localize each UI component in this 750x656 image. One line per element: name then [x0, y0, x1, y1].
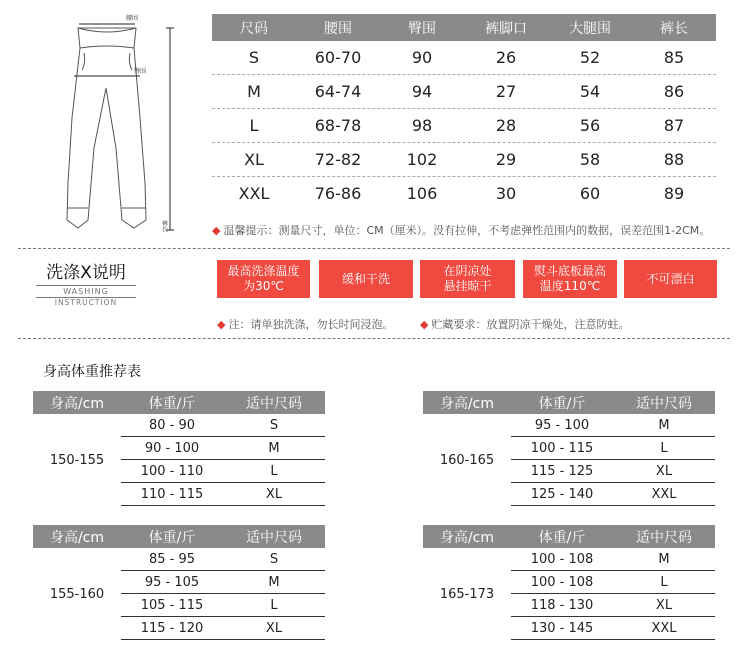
- size-cell: XL: [244, 150, 264, 169]
- hw-size-cell: L: [270, 597, 278, 613]
- hw-body: [33, 414, 325, 506]
- hw-weight-cell: 105 - 115: [140, 597, 204, 613]
- hw-row: [511, 571, 715, 594]
- size-cell: 102: [406, 150, 438, 169]
- wash-note-2: ◆ 贮藏要求：放置阴凉干燥处，注意防蛀。: [420, 318, 630, 331]
- size-cell: 54: [579, 82, 601, 101]
- hw-row: [121, 594, 325, 617]
- size-cell: 56: [579, 116, 601, 135]
- hw-height-cell: 150-155: [49, 452, 105, 468]
- hw-size-cell: M: [268, 574, 280, 590]
- size-note: ◆ 温馨提示：测量尺寸，单位：CM（厘米）。没有拉伸，不考虑弹性范围内的数据，误差范围1-2CM。: [212, 224, 711, 237]
- hw-row: [511, 437, 715, 460]
- size-cell: 28: [495, 116, 517, 135]
- hw-weight-cell: 90 - 100: [144, 440, 200, 456]
- hw-row: [511, 483, 715, 506]
- divider: [18, 338, 730, 339]
- hw-size-cell: L: [660, 440, 668, 456]
- size-cell: 86: [663, 82, 685, 101]
- hw-size-cell: XL: [265, 620, 283, 636]
- hw-size-cell: L: [660, 574, 668, 590]
- hw-weight-cell: 95 - 105: [144, 574, 200, 590]
- hw-weight-cell: 95 - 100: [534, 417, 590, 433]
- hw-weight-cell: 85 - 95: [148, 551, 196, 567]
- header-cell: 腰围: [324, 20, 352, 37]
- hw-header-cell: 体重/斤: [538, 529, 586, 546]
- size-cell: 68-78: [314, 116, 362, 135]
- hw-size-cell: M: [658, 417, 670, 433]
- hw-header-cell: 体重/斤: [538, 395, 586, 412]
- washing-title: [36, 258, 136, 307]
- hip-label: 臀围: [134, 68, 147, 75]
- size-cell: 88: [663, 150, 685, 169]
- size-cell: 29: [495, 150, 517, 169]
- hw-header-cell: 身高/cm: [439, 529, 495, 546]
- hw-weight-cell: 100 - 110: [140, 463, 204, 479]
- hw-weight-cell: 100 - 108: [530, 574, 594, 590]
- hw-weight-cell: 125 - 140: [530, 486, 594, 502]
- size-chart-header: [212, 14, 716, 41]
- hw-row: [121, 437, 325, 460]
- size-cell: S: [248, 48, 260, 67]
- size-cell: M: [247, 82, 261, 101]
- size-cell: 98: [411, 116, 433, 135]
- size-cell: 89: [663, 184, 685, 203]
- size-cell: 72-82: [314, 150, 362, 169]
- hw-size-cell: M: [658, 551, 670, 567]
- size-row: [212, 109, 716, 143]
- hw-row: [121, 483, 325, 506]
- size-row: [212, 75, 716, 109]
- size-row: [212, 143, 716, 177]
- hw-row: [121, 548, 325, 571]
- hw-height-cell: 165-173: [439, 586, 495, 602]
- diamond-icon: ◆: [217, 318, 226, 331]
- length-label: 裤长: [160, 220, 168, 232]
- hw-header: [423, 391, 715, 414]
- size-row: [212, 177, 716, 210]
- hw-size-cell: XL: [655, 597, 673, 613]
- hw-table: [423, 525, 715, 640]
- hw-size-cell: S: [269, 417, 279, 433]
- hw-body: [33, 548, 325, 640]
- size-cell: 64-74: [314, 82, 362, 101]
- size-cell: 106: [406, 184, 438, 203]
- wash-item-iron: 熨斗底板最高 温度110℃: [523, 260, 617, 298]
- hw-size-cell: M: [268, 440, 280, 456]
- hw-table: [33, 391, 325, 506]
- hw-row: [121, 617, 325, 640]
- washing-subtitle: WASHING: [36, 285, 136, 298]
- hw-weight-cell: 115 - 120: [140, 620, 204, 636]
- header-cell: 裤脚口: [485, 20, 527, 37]
- hw-height-cell: 155-160: [49, 586, 105, 602]
- hw-header-cell: 适中尺码: [636, 529, 692, 546]
- size-cell: 58: [579, 150, 601, 169]
- hw-title: 身高体重推荐表: [43, 364, 141, 380]
- waist-label: 腰围: [126, 15, 139, 22]
- hw-header-cell: 适中尺码: [636, 395, 692, 412]
- hw-header-cell: 身高/cm: [49, 529, 105, 546]
- hw-row: [511, 617, 715, 640]
- hw-header-cell: 身高/cm: [439, 395, 495, 412]
- washing-title-text: 洗涤X说明: [46, 263, 126, 283]
- hw-size-cell: XXL: [651, 486, 677, 502]
- washing-subtitle-2: INSTRUCTION: [54, 298, 118, 307]
- wash-item-bleach: 不可漂白: [624, 260, 717, 298]
- size-chart: [212, 14, 716, 210]
- hw-row: [121, 460, 325, 483]
- size-cell: 76-86: [314, 184, 362, 203]
- wash-item-dryclean: 缓和干洗: [319, 260, 413, 298]
- hw-header: [423, 525, 715, 548]
- hw-size-cell: XL: [265, 486, 283, 502]
- hw-row: [121, 414, 325, 437]
- hw-header-cell: 适中尺码: [246, 529, 302, 546]
- hw-weight-cell: 100 - 115: [530, 440, 594, 456]
- wash-item-temp: 最高洗涤温度 为30℃: [217, 260, 310, 298]
- hw-header: [33, 525, 325, 548]
- size-cell: 94: [411, 82, 433, 101]
- size-cell: 60: [579, 184, 601, 203]
- hw-weight-cell: 110 - 115: [140, 486, 204, 502]
- hw-table: [33, 525, 325, 640]
- size-cell: 26: [495, 48, 517, 67]
- diamond-icon: ◆: [420, 318, 429, 331]
- hw-row: [511, 460, 715, 483]
- hw-table: [423, 391, 715, 506]
- hw-weight-cell: 130 - 145: [530, 620, 594, 636]
- hw-body: [423, 414, 715, 506]
- header-cell: 裤长: [660, 20, 688, 37]
- hw-weight-cell: 100 - 108: [530, 551, 594, 567]
- size-cell: 87: [663, 116, 685, 135]
- hw-weight-cell: 80 - 90: [148, 417, 196, 433]
- hw-row: [511, 548, 715, 571]
- hw-header-cell: 体重/斤: [148, 395, 196, 412]
- hw-weight-cell: 118 - 130: [530, 597, 594, 613]
- hw-size-cell: XXL: [651, 620, 677, 636]
- size-cell: XXL: [238, 184, 270, 203]
- header-cell: 尺码: [240, 20, 268, 37]
- size-row: [212, 41, 716, 75]
- header-cell: 臀围: [408, 20, 436, 37]
- hw-size-cell: S: [269, 551, 279, 567]
- hw-height-cell: 160-165: [439, 452, 495, 468]
- size-cell: 90: [411, 48, 433, 67]
- wash-item-dry: 在阴凉处 悬挂晾干: [420, 260, 515, 298]
- hw-row: [511, 594, 715, 617]
- hw-size-cell: L: [270, 463, 278, 479]
- size-cell: 30: [495, 184, 517, 203]
- hw-row: [121, 571, 325, 594]
- size-cell: 85: [663, 48, 685, 67]
- hw-body: [423, 548, 715, 640]
- hw-weight-cell: 115 - 125: [530, 463, 594, 479]
- hw-header-cell: 体重/斤: [148, 529, 196, 546]
- hw-size-cell: XL: [655, 463, 673, 479]
- size-chart-body: [212, 41, 716, 210]
- header-cell: 大腿围: [569, 20, 611, 37]
- divider: [18, 248, 730, 249]
- size-cell: 27: [495, 82, 517, 101]
- hw-header-cell: 适中尺码: [246, 395, 302, 412]
- wash-note-1: ◆ 注：请单独洗涤，勿长时间浸泡。: [217, 318, 394, 331]
- hw-row: [511, 414, 715, 437]
- hw-header-cell: 身高/cm: [49, 395, 105, 412]
- size-cell: 52: [579, 48, 601, 67]
- size-cell: L: [249, 116, 259, 135]
- diamond-icon: ◆: [212, 224, 221, 237]
- pants-diagram: [50, 8, 190, 240]
- hw-header: [33, 391, 325, 414]
- size-cell: 60-70: [314, 48, 362, 67]
